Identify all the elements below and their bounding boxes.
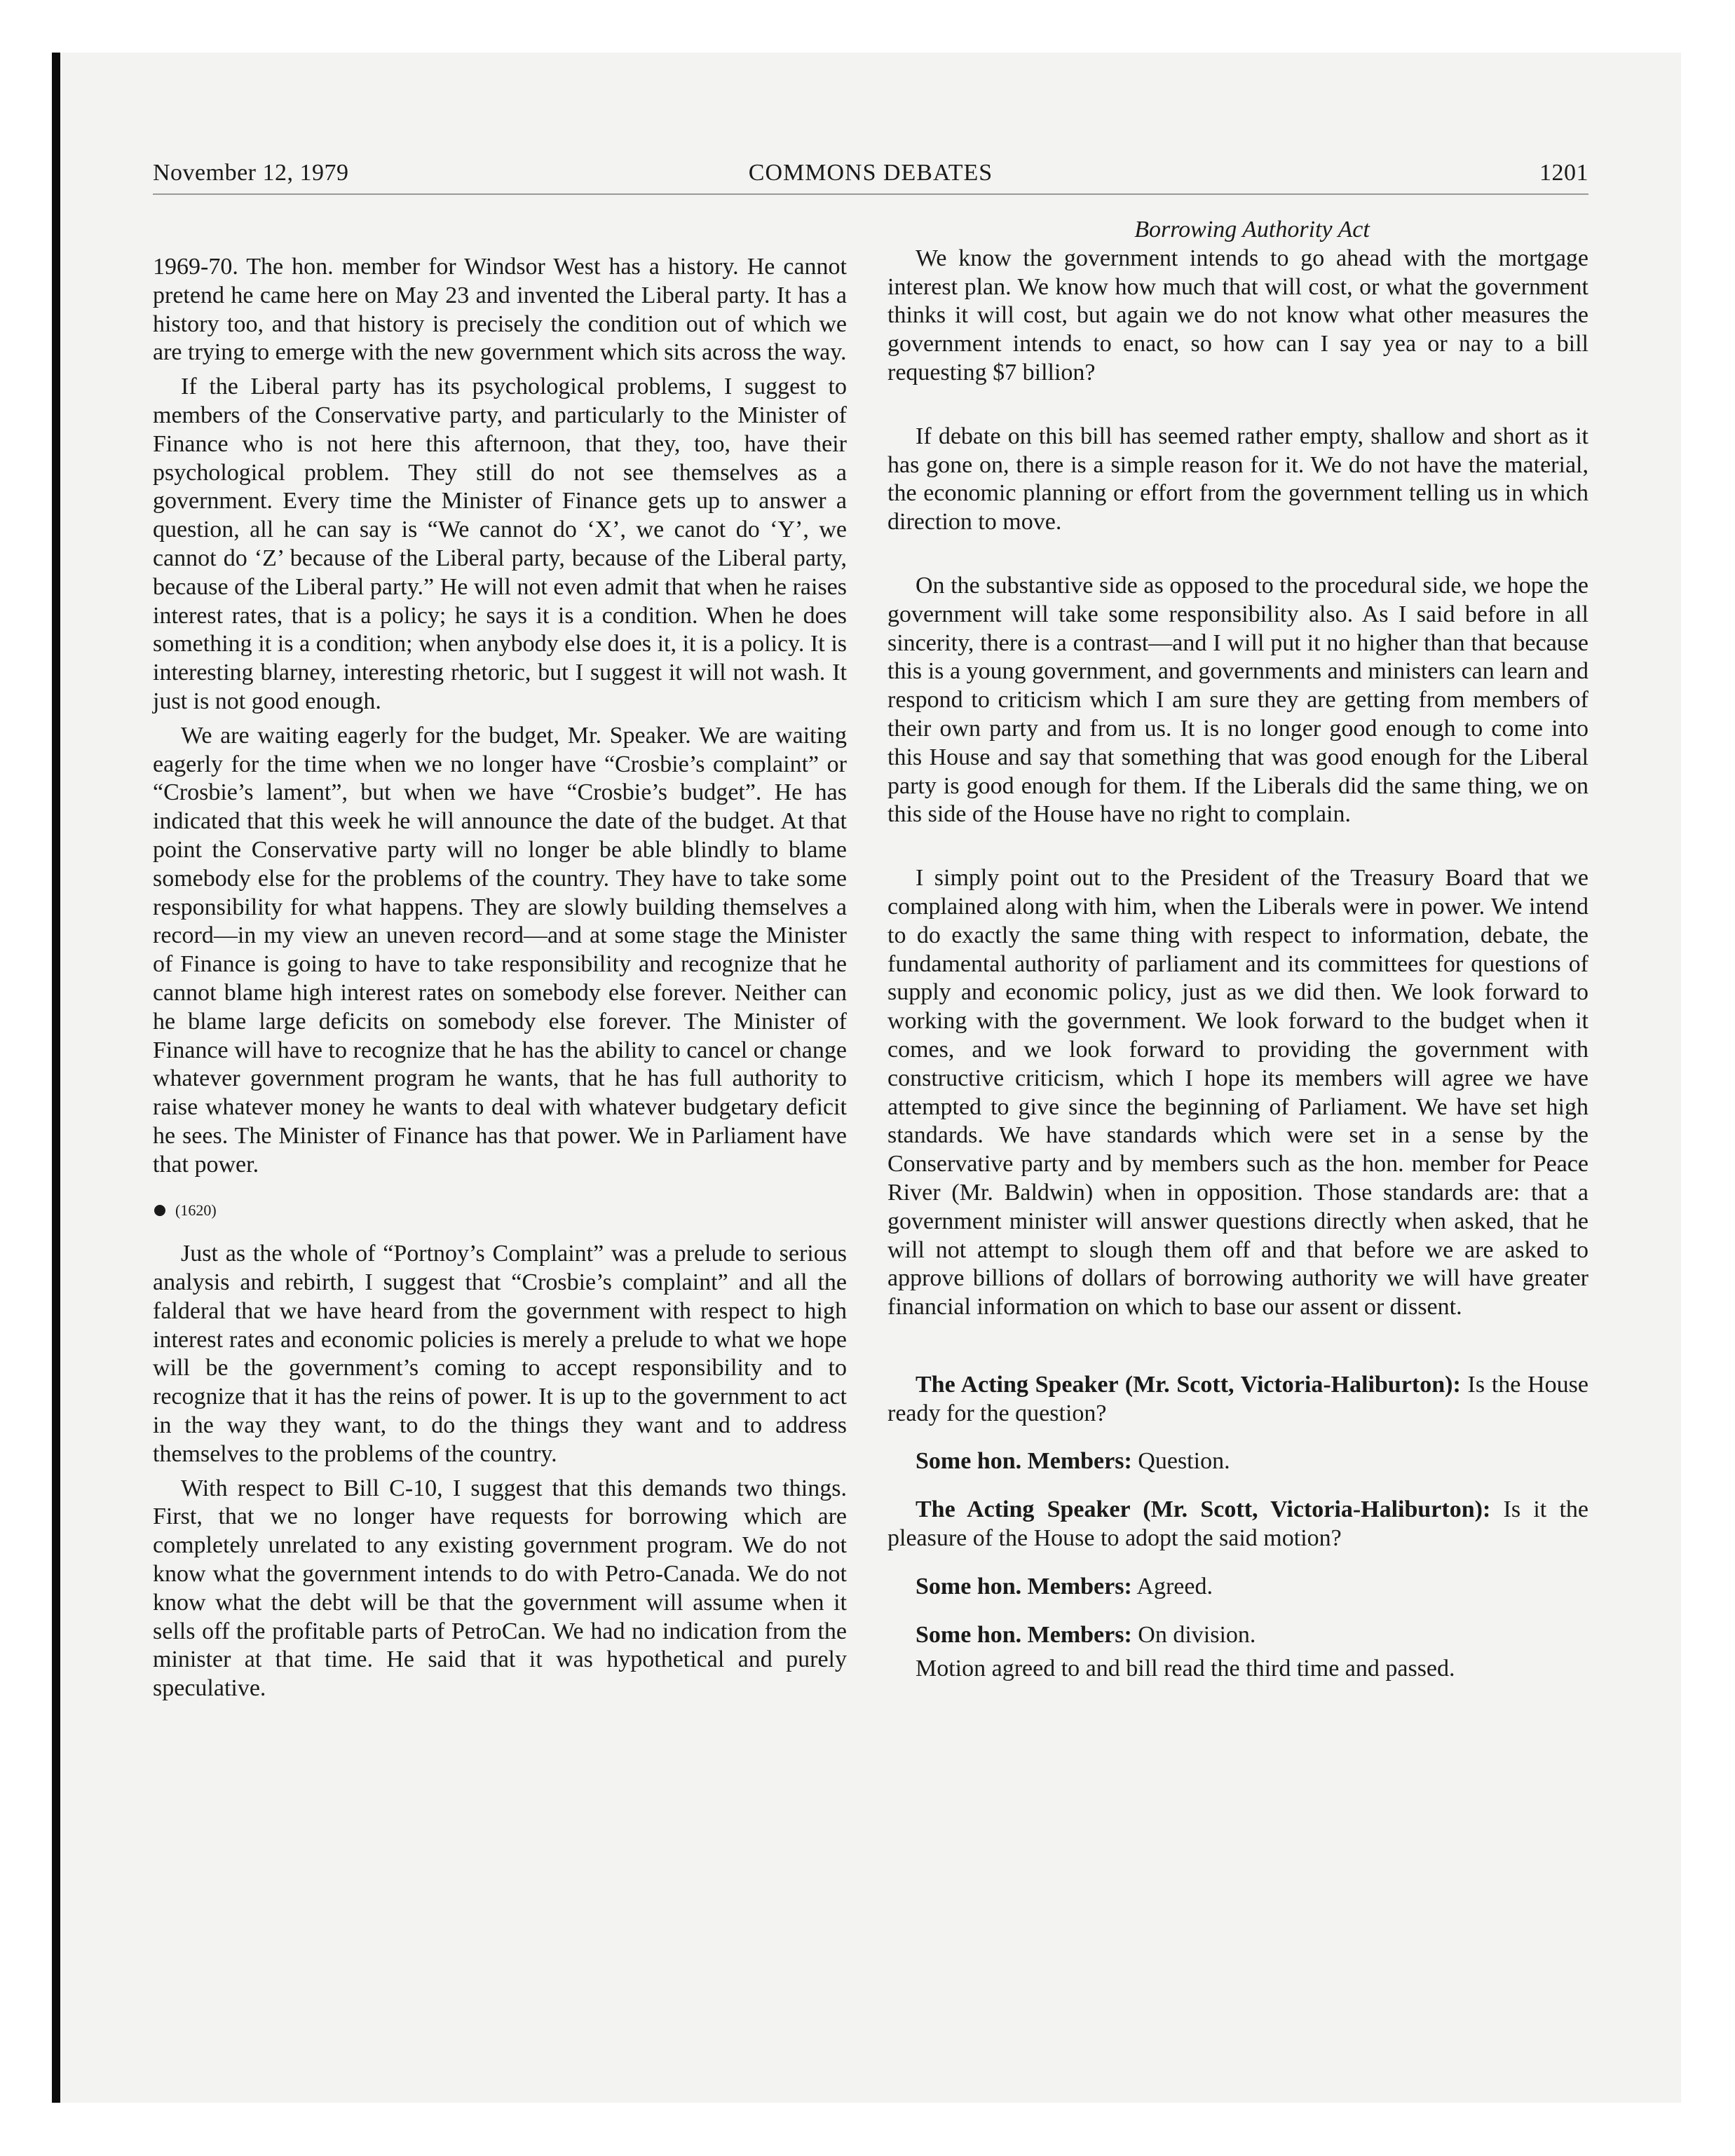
header-title: COMMONS DEBATES	[748, 160, 993, 186]
header-rule	[153, 193, 1588, 195]
paragraph: We are waiting eagerly for the budget, Mr. Speaker. We are waiting eagerly for the time when we no longer have “Crosbie’s complaint” or “Crosbie’s lament”, but when we have “Crosbie’s budget”. He has indicated that this week he will announce the date of the budget. At that point the Conservative party will no longer be able blindly to blame somebody else for the problems of the country. They have to take some responsibility for what happens. They are slowly building themselves a record—in my view an uneven record—and at some stage the Minister of Finance is going to have to take responsibility and recognize that he cannot blame high interest rates on somebody else forever. Neither can he blame large deficits on somebody else forever. The Minister of Finance will have to recognize that he has the ability to cancel or change whatever government program he wants, that he has full authority to raise whatever money he wants to deal with whatever budgetary deficit he sees. The Minister of Finance has that power. We in Parliament have that power.	[153, 722, 847, 1178]
paragraph: We know the government intends to go ahead with the mortgage interest plan. We know how much that will cost, or what the government thinks it will cost, but again we do not know what other measures the government intends to enact, so how can I say yea or nay to a bill requesting $7 billion?	[887, 245, 1588, 386]
speech-text: Agreed.	[1136, 1573, 1213, 1599]
speech-text: Is it the pleasure of the House to adopt the said motion?	[887, 1496, 1589, 1552]
time-marker	[154, 1196, 847, 1225]
speaker-name: The Acting Speaker (Mr. Scott, Victoria-Haliburton):	[916, 1496, 1491, 1523]
paragraph: On the substantive side as opposed to the procedural side, we hope the government will take some responsibility also. As I said before in all sincerity, there is a contrast—and I will put it no higher than that because this is a young government, and governments and ministers can learn and respond to criticism which I am sure they are getting from members of their own party and from us. It is no longer good enough to come into this House and say that something that was good enough for the Liberal party is good enough for them. If the Liberals did the same thing, we on this side of the House have no right to complain.	[887, 572, 1588, 828]
speech-text: On division.	[1138, 1621, 1256, 1648]
bullet-icon	[154, 1205, 165, 1216]
speaker-name: Some hon. Members:	[916, 1448, 1132, 1475]
speech-text: Is the House ready for the question?	[887, 1371, 1589, 1426]
section-subheading: Borrowing Authority Act	[1134, 217, 1370, 243]
paragraph: I simply point out to the President of the Treasury Board that we complained along with him, when the Liberals were in power. We intend to do exactly the same thing with respect to information, debate, the fundamental authority of parliament and its committees for questions of supply and economic policy, just as we did then. We look forward to working with the government. We look forward to the budget when it comes, and we look forward to providing the government with constructive criticism, which I hope its members will agree we have attempted to give since the beginning of Parliament. We have set high standards. We have standards which were set in a sense by the Conservative party and by members such as the hon. member for Peace River (Mr. Baldwin) when in opposition. Those standards are: that a government minister will answer questions directly when asked, that he will not attempt to slough them off and that before we are asked to approve billions of dollars of borrowing authority we will have greater financial information on which to base our assent or dissent.	[887, 865, 1588, 1321]
running-header	[153, 160, 1588, 196]
binding-edge	[52, 53, 60, 2103]
closing-statement: Motion agreed to and bill read the third time and passed.	[916, 1656, 1455, 1682]
proceeding-entry	[887, 1496, 1588, 1553]
paragraph: Just as the whole of “Portnoy’s Complaint” was a prelude to serious analysis and rebirth, I suggest that “Crosbie’s complaint” and all the falderal that we have heard from the government with respect to high interest rates and economic policies is merely a prelude to what we hope will be the government’s coming to accept responsibility and to recognize that it has the reins of power. It is up to the government to act in the way they want, to do the things they want and to address themselves to the problems of the country.	[153, 1241, 847, 1467]
speaker-name: Some hon. Members:	[916, 1621, 1132, 1648]
speech-text: Question.	[1138, 1448, 1230, 1475]
time-marker-label: (1620)	[175, 1201, 217, 1219]
proceeding-entry	[887, 1621, 1588, 1650]
left-column	[153, 253, 847, 1703]
speaker-name: Some hon. Members:	[916, 1573, 1132, 1599]
paragraph: If the Liberal party has its psychological problems, I suggest to members of the Conservative party, and particularly to the Minister of Finance who is not here this afternoon, that they, too, have their psychological problem. They still do not see themselves as a government. Every time the Minister of Finance gets up to answer a question, all he can say is “We cannot do ‘X’, we canot do ‘Y’, we cannot do ‘Z’ because of the Liberal party, because of the Liberal party, because of the Liberal party.” He will not even admit that when he raises interest rates, that is a policy; he says it is a condition. When he does something it is a condition; when anybody else does it, it is a policy. It is interesting blarney, interesting rhetoric, but I suggest it will not wash. It just is not good enough.	[153, 374, 847, 714]
right-column	[887, 216, 1588, 1684]
proceeding-entry	[887, 1447, 1588, 1476]
speaker-name: The Acting Speaker (Mr. Scott, Victoria-Haliburton):	[916, 1371, 1461, 1398]
paragraph: With respect to Bill C-10, I suggest that this demands two things. First, that we no longer have requests for borrowing which are completely unrelated to any existing government program. We do not know what the government intends to do with Petro-Canada. We do not know what the debt will be that the government will assume when it sells off the profitable parts of PetroCan. We had no indication from the minister at that time. He said that it was hypothetical and purely speculative.	[153, 1475, 847, 1702]
proceeding-entry	[887, 1371, 1588, 1428]
proceeding-entry	[887, 1573, 1588, 1602]
paragraph: If debate on this bill has seemed rather empty, shallow and short as it has gone on, there is a simple reason for it. We do not have the material, the economic planning or effort from the government telling us in which direction to move.	[887, 423, 1588, 535]
paragraph: 1969-70. The hon. member for Windsor West has a history. He cannot pretend he came here on May 23 and invented the Liberal party. It has a history too, and that history is precisely the condition out of which we are trying to emerge with the new government which sits across the way.	[153, 254, 847, 366]
header-date: November 12, 1979	[153, 160, 349, 186]
page-number: 1201	[1539, 160, 1588, 186]
